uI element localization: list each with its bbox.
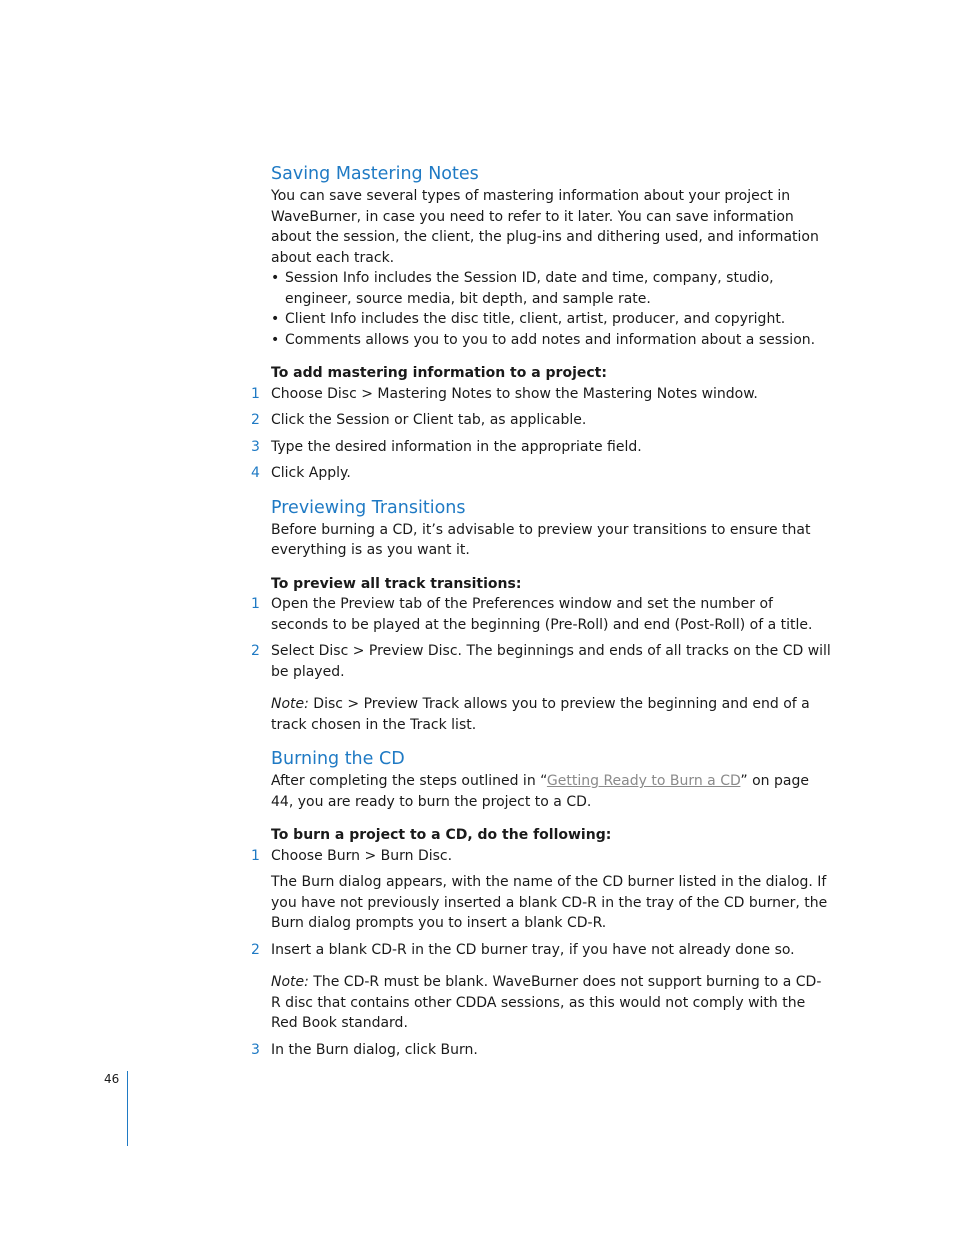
step-item: [251, 1040, 831, 1061]
steps-list: [251, 384, 831, 484]
task-heading: To burn a project to a CD, do the following:: [271, 827, 612, 843]
bullet-item: • Comments allows you to you to add notes and information about a session.: [271, 330, 831, 351]
bullet-item: • Client Info includes the disc title, client, artist, producer, and copyright.: [271, 309, 831, 330]
step-text: Open the Preview tab of the Preferences window and set the number of seconds to be played at the beginning (Pre-Roll) and end (Post-Roll) of a title.: [271, 596, 813, 633]
margin-rule: [127, 1071, 128, 1146]
note-paragraph: [271, 972, 831, 1034]
intro-text: ” on page 44, you are ready to burn the project to a CD.: [271, 773, 809, 810]
steps-list: [251, 594, 831, 682]
step-item: [251, 594, 831, 635]
step-item: [251, 846, 831, 934]
page-number: 46: [104, 1072, 120, 1086]
note-text: The CD-R must be blank. WaveBurner does not support burning to a CD-R disc that contains other CDDA sessions, as this would not comply with the Red Book standard.: [271, 974, 822, 1031]
note-label: Note:: [271, 696, 309, 712]
step-number: 2: [251, 941, 260, 958]
note-text: Disc > Preview Track allows you to preview the beginning and end of a track chosen in the Track list.: [271, 696, 810, 733]
step-text: Click Apply.: [271, 465, 351, 481]
step-text: Choose Burn > Burn Disc.: [271, 847, 453, 864]
intro-text: After completing the steps outlined in “: [271, 773, 547, 789]
bullet-item: • Session Info includes the Session ID, date and time, company, studio, engineer, source media, bit depth, and sample rate.: [271, 268, 831, 309]
page-content: [251, 162, 831, 1066]
step-item: [251, 463, 831, 484]
step-number: 1: [251, 847, 260, 864]
intro-paragraph: Before burning a CD, it’s advisable to preview your transitions to ensure that everything is as you want it.: [271, 521, 811, 558]
note-label: Note:: [271, 974, 309, 990]
step-number: 3: [251, 438, 260, 455]
task-heading: To add mastering information to a project:: [271, 365, 607, 381]
step-item: [251, 641, 831, 682]
step-number: 4: [251, 465, 260, 481]
cross-reference-link[interactable]: Getting Ready to Burn a CD: [546, 773, 741, 789]
step-text: Click the Session or Client tab, as applicable.: [271, 412, 587, 428]
step-item: [251, 437, 831, 458]
bullet-list: [271, 268, 831, 350]
step-item: [251, 410, 831, 431]
intro-paragraph: [271, 771, 831, 812]
step-text: Type the desired information in the appropriate field.: [271, 438, 642, 455]
task-heading: To preview all track transitions:: [271, 575, 522, 592]
step-number: 2: [251, 643, 260, 659]
heading-previewing-transitions: Previewing Transitions: [271, 497, 466, 518]
step-item: [251, 940, 831, 961]
intro-paragraph: You can save several types of mastering information about your project in WaveBurner, in case you need to refer to it later. You can save information about the session, the client, the plug-ins and dithering used, and information about each track.: [271, 188, 819, 266]
step-number: 3: [251, 1041, 260, 1058]
step-number: 2: [251, 412, 260, 428]
step-text: Insert a blank CD-R in the CD burner tray, if you have not already done so.: [271, 941, 795, 958]
steps-list: [251, 846, 831, 961]
note-paragraph: [271, 694, 831, 735]
step-number: 1: [251, 596, 260, 612]
step-text: Choose Disc > Mastering Notes to show the Mastering Notes window.: [271, 385, 758, 402]
step-item: [251, 384, 831, 405]
step-detail: The Burn dialog appears, with the name of the CD burner listed in the dialog. If you have not previously inserted a blank CD-R in the tray of the CD burner, the Burn dialog prompts you to insert a blank CD-R.: [271, 874, 828, 931]
heading-burning-the-cd: Burning the CD: [271, 749, 405, 769]
step-text: Select Disc > Preview Disc. The beginnings and ends of all tracks on the CD will be played.: [271, 643, 831, 680]
step-text: In the Burn dialog, click Burn.: [271, 1041, 478, 1058]
heading-saving-mastering-notes: Saving Mastering Notes: [271, 164, 479, 184]
steps-list: [251, 1040, 831, 1061]
step-number: 1: [251, 385, 260, 402]
